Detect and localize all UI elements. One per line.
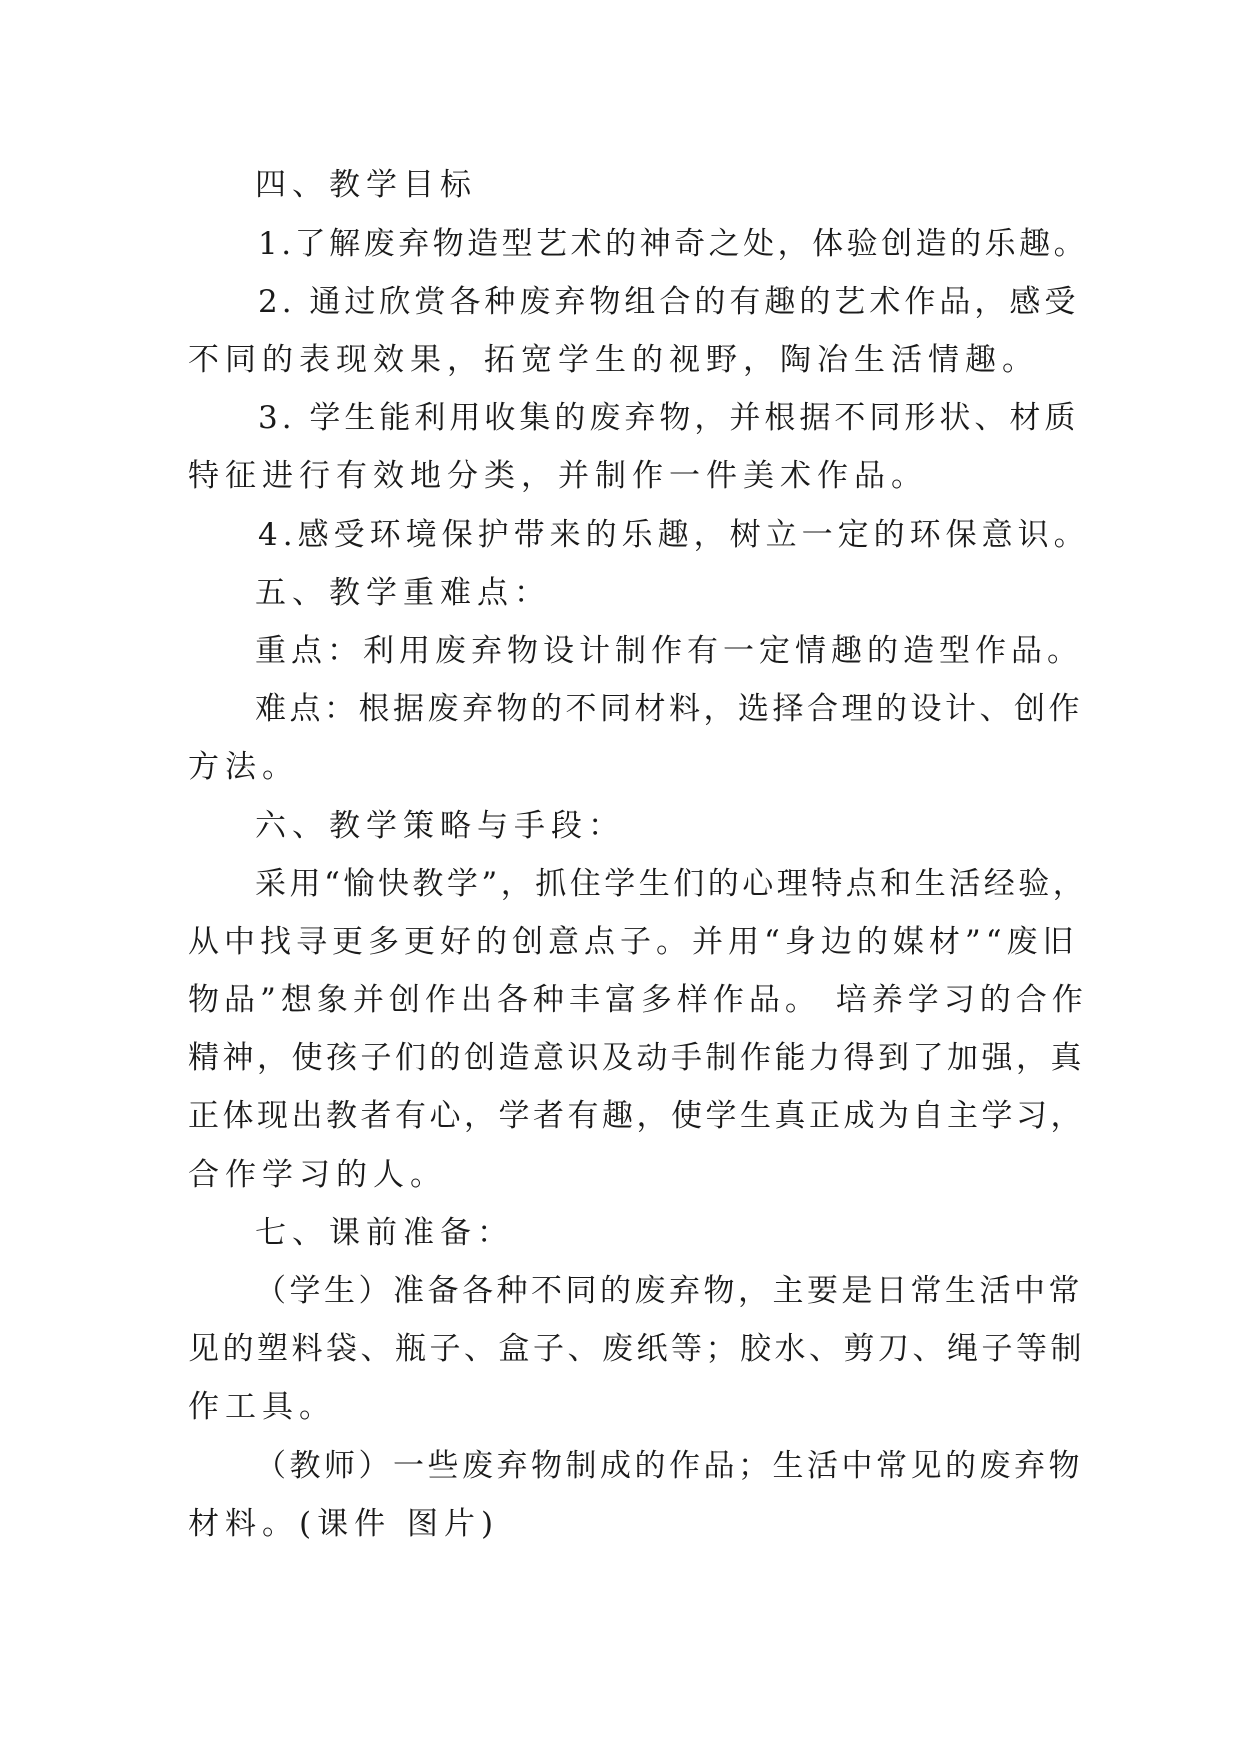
objective-4: 4.感受环境保护带来的乐趣，树立一定的环保意识。 (258, 517, 1090, 553)
section-heading-key-points: 五、教学重难点： (255, 575, 551, 611)
difficulty-line-2: 方法。 (188, 749, 299, 785)
strategy-line-6: 合作学习的人。 (188, 1157, 447, 1193)
strategy-line-3: 物品”想象并创作出各种丰富多样作品。 培养学习的合作 (188, 982, 1088, 1018)
strategy-line-1: 采用“愉快教学”，抓住学生们的心理特点和生活经验， (255, 866, 1088, 902)
section-heading-objectives: 四、教学目标 (255, 167, 477, 203)
student-prep-line-1: （学生）准备各种不同的废弃物，主要是日常生活中常 (255, 1273, 1083, 1309)
student-prep-line-2: 见的塑料袋、瓶子、盒子、废纸等；胶水、剪刀、绳子等制 (188, 1331, 1085, 1367)
objective-2-line-2: 不同的表现效果，拓宽学生的视野，陶冶生活情趣。 (188, 342, 1039, 378)
strategy-line-2: 从中找寻更多更好的创意点子。并用“身边的媒材”“废旧 (188, 924, 1079, 960)
difficulty-line-1: 难点：根据废弃物的不同材料，选择合理的设计、创作 (255, 691, 1083, 727)
objective-3-line-1: 3. 学生能利用收集的废弃物，并根据不同形状、材质 (258, 400, 1080, 436)
teacher-prep-line-2: 材料。(课件 图片) (188, 1506, 500, 1542)
section-heading-strategies: 六、教学策略与手段： (255, 808, 625, 844)
objective-3-line-2: 特征进行有效地分类，并制作一件美术作品。 (188, 458, 928, 494)
strategy-line-5: 正体现出教者有心，学者有趣，使学生真正成为自主学习， (188, 1098, 1085, 1134)
student-prep-line-3: 作工具。 (188, 1389, 336, 1425)
objective-1: 1.了解废弃物造型艺术的神奇之处，体验创造的乐趣。 (258, 226, 1089, 262)
teacher-prep-line-1: （教师）一些废弃物制成的作品；生活中常见的废弃物 (255, 1448, 1083, 1484)
strategy-line-4: 精神，使孩子们的创造意识及动手制作能力得到了加强，真 (188, 1040, 1085, 1076)
section-heading-preparation: 七、课前准备： (255, 1215, 514, 1251)
key-point: 重点：利用废弃物设计制作有一定情趣的造型作品。 (255, 633, 1083, 669)
objective-2-line-1: 2. 通过欣赏各种废弃物组合的有趣的艺术作品，感受 (258, 284, 1080, 320)
